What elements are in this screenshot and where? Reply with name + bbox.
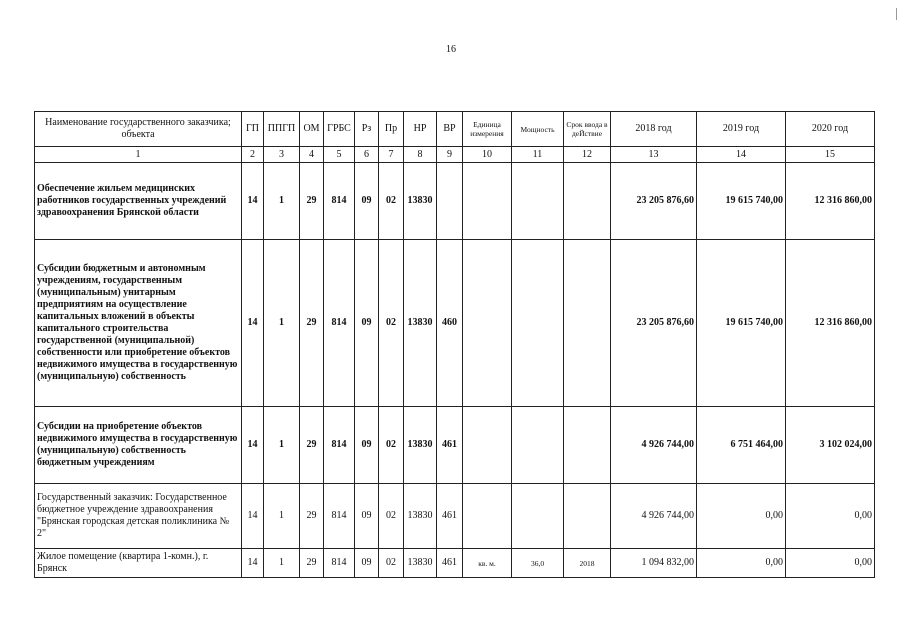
table-cell: 0,00 [697,549,786,578]
table-cell [564,240,611,407]
table-cell: 1 [264,549,300,578]
table-cell: 14 [242,484,264,549]
table-cell: 461 [437,549,463,578]
row-name-cell: Жилое помещение (квартира 1-комн.), г. Брянск [35,549,242,578]
table-cell: 1 094 832,00 [611,549,697,578]
table-cell: 09 [355,484,379,549]
table-cell: 814 [324,240,355,407]
column-index-cell: 13 [611,147,697,163]
header-cell: НР [404,112,437,147]
table-cell: 13830 [404,407,437,484]
header-cell: Рз [355,112,379,147]
table-cell: 14 [242,407,264,484]
table-cell: 13830 [404,549,437,578]
table-cell: 14 [242,549,264,578]
column-index-cell: 1 [35,147,242,163]
table-cell: 814 [324,407,355,484]
table-cell: 13830 [404,240,437,407]
column-index-cell: 4 [300,147,324,163]
table-cell: 29 [300,163,324,240]
table-cell [512,407,564,484]
row-name-cell: Субсидии бюджетным и автономным учреждениям, государственным (муниципальным) унитарным предприятиям на осуществление капитальных вложений в объекты капитального строительства государственной (муниципальной) собственности или приобретение объектов недвижимого имущества в государственную (муниципальную) собственность [35,240,242,407]
table-cell: 460 [437,240,463,407]
table-cell: 3 102 024,00 [786,407,875,484]
table-cell: 13830 [404,163,437,240]
scan-edge-mark [896,8,897,20]
header-cell: 2018 год [611,112,697,147]
table-cell: 0,00 [786,549,875,578]
header-cell: ВР [437,112,463,147]
table-row [35,549,875,578]
header-cell: 2019 год [697,112,786,147]
table-cell: 29 [300,407,324,484]
page-number: 16 [446,44,456,55]
table-row [35,407,875,484]
column-index-cell: 6 [355,147,379,163]
table-cell: 461 [437,484,463,549]
table-cell: 1 [264,407,300,484]
column-index-cell: 15 [786,147,875,163]
header-cell: Пр [379,112,404,147]
table-cell [463,240,512,407]
table-cell: 4 926 744,00 [611,407,697,484]
column-index-cell: 9 [437,147,463,163]
table-cell: 461 [437,407,463,484]
table-cell: 09 [355,240,379,407]
column-index-cell: 5 [324,147,355,163]
column-index-cell: 10 [463,147,512,163]
header-cell: ППГП [264,112,300,147]
header-cell: 2020 год [786,112,875,147]
row-name-cell: Субсидии на приобретение объектов недвижимого имущества в государственную (муниципальную) собственность бюджетным учреждениям [35,407,242,484]
table-cell: 14 [242,240,264,407]
table-cell: 29 [300,549,324,578]
table-cell: 1 [264,163,300,240]
table-cell: 0,00 [786,484,875,549]
header-cell: Наименование государственного заказчика; объекта [35,112,242,147]
table-cell: 12 316 860,00 [786,240,875,407]
table-cell [564,407,611,484]
table-cell: 19 615 740,00 [697,240,786,407]
table-cell [512,484,564,549]
table-cell [564,484,611,549]
table-cell: 09 [355,549,379,578]
column-index-cell: 7 [379,147,404,163]
table-cell: 29 [300,484,324,549]
column-index-row [35,147,875,163]
table-cell: 02 [379,549,404,578]
column-index-cell: 12 [564,147,611,163]
header-cell: Мощность [512,112,564,147]
table-row [35,163,875,240]
table-cell: 2018 [564,549,611,578]
table-cell [512,240,564,407]
table-cell: 02 [379,407,404,484]
table-cell: 23 205 876,60 [611,163,697,240]
table-cell: 23 205 876,60 [611,240,697,407]
table-row [35,484,875,549]
table-cell [512,163,564,240]
table-cell: 09 [355,163,379,240]
column-index-cell: 11 [512,147,564,163]
table-cell: 6 751 464,00 [697,407,786,484]
table-cell: 19 615 740,00 [697,163,786,240]
table-cell: 814 [324,549,355,578]
table-cell: 13830 [404,484,437,549]
column-index-cell: 14 [697,147,786,163]
header-cell: ГП [242,112,264,147]
table-cell: 14 [242,163,264,240]
table-cell: 1 [264,484,300,549]
table-cell: 1 [264,240,300,407]
header-cell: ГРБС [324,112,355,147]
table-cell [463,163,512,240]
header-cell: Срок ввода в деЙствие [564,112,611,147]
table-cell: кв. м. [463,549,512,578]
table-header-row [35,112,875,147]
budget-table [34,111,875,578]
header-cell: Единица измерения [463,112,512,147]
table-cell: 4 926 744,00 [611,484,697,549]
row-name-cell: Обеспечение жильем медицинских работников государственных учреждений здравоохранения Брянской области [35,163,242,240]
column-index-cell: 8 [404,147,437,163]
table-cell: 12 316 860,00 [786,163,875,240]
table-cell: 36,0 [512,549,564,578]
column-index-cell: 2 [242,147,264,163]
column-index-cell: 3 [264,147,300,163]
table-cell: 02 [379,240,404,407]
table-cell: 09 [355,407,379,484]
header-cell: ОМ [300,112,324,147]
table-row [35,240,875,407]
row-name-cell: Государственный заказчик: Государственное бюджетное учреждение здравоохранения "Брянская городская детская поликлиника № 2" [35,484,242,549]
table-cell: 0,00 [697,484,786,549]
table-cell [564,163,611,240]
table-cell: 02 [379,163,404,240]
table-cell [463,407,512,484]
table-cell [437,163,463,240]
table-cell: 02 [379,484,404,549]
table-cell [463,484,512,549]
table-cell: 814 [324,163,355,240]
table-cell: 814 [324,484,355,549]
table-cell: 29 [300,240,324,407]
